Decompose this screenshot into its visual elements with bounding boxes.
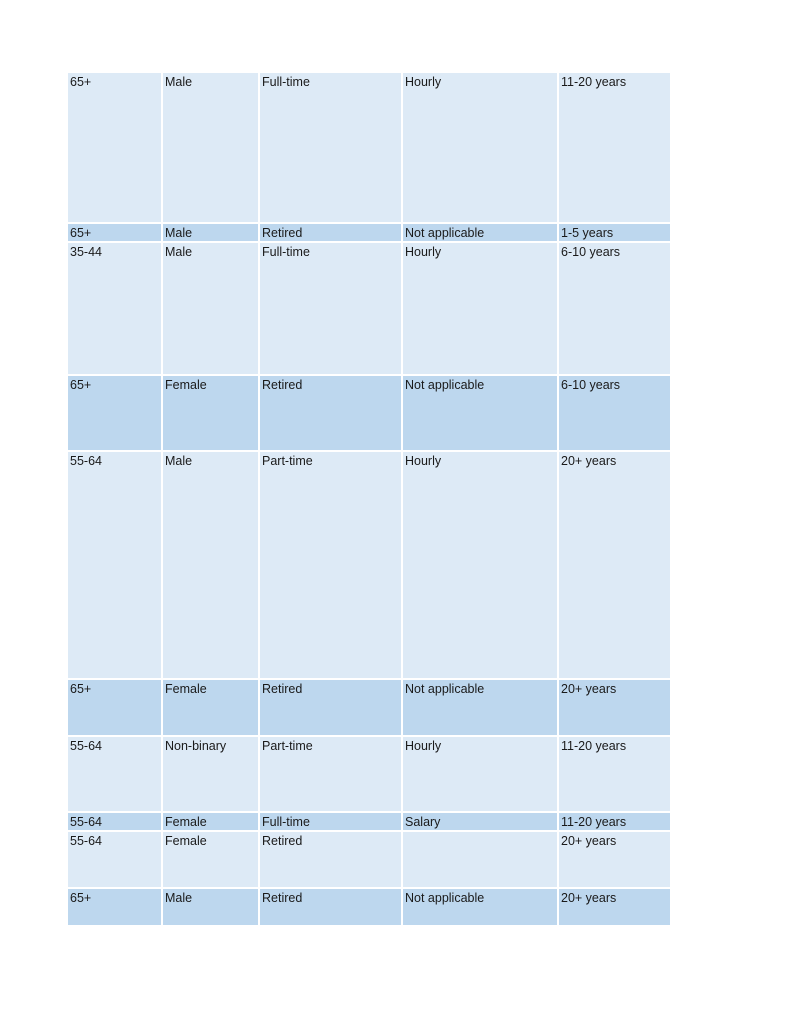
table-row (67, 223, 671, 242)
tenure-cell: 20+ years (558, 679, 671, 736)
age-cell: 55-64 (67, 736, 162, 812)
table-row (67, 375, 671, 451)
employment-status-cell: Full-time (259, 812, 402, 831)
gender-cell: Female (162, 831, 259, 888)
pay-type-cell: Not applicable (402, 679, 558, 736)
tenure-cell: 11-20 years (558, 812, 671, 831)
employment-status-cell: Full-time (259, 242, 402, 375)
table-row (67, 451, 671, 679)
age-cell: 65+ (67, 223, 162, 242)
tenure-cell: 6-10 years (558, 242, 671, 375)
employment-status-cell: Part-time (259, 451, 402, 679)
employment-status-cell: Retired (259, 375, 402, 451)
age-cell: 65+ (67, 72, 162, 223)
pay-type-cell: Not applicable (402, 888, 558, 926)
table-row (67, 679, 671, 736)
pay-type-cell: Hourly (402, 736, 558, 812)
tenure-cell: 11-20 years (558, 736, 671, 812)
age-cell: 55-64 (67, 831, 162, 888)
table-row (67, 812, 671, 831)
gender-cell: Male (162, 888, 259, 926)
age-cell: 55-64 (67, 451, 162, 679)
tenure-cell: 1-5 years (558, 223, 671, 242)
tenure-cell: 20+ years (558, 451, 671, 679)
employment-status-cell: Part-time (259, 736, 402, 812)
pay-type-cell: Not applicable (402, 375, 558, 451)
table-row (67, 736, 671, 812)
employment-status-cell: Retired (259, 888, 402, 926)
pay-type-cell: Not applicable (402, 223, 558, 242)
gender-cell: Male (162, 223, 259, 242)
gender-cell: Male (162, 72, 259, 223)
tenure-cell: 20+ years (558, 888, 671, 926)
pay-type-cell: Hourly (402, 72, 558, 223)
tenure-cell: 11-20 years (558, 72, 671, 223)
table-row (67, 242, 671, 375)
gender-cell: Non-binary (162, 736, 259, 812)
pay-type-cell: Hourly (402, 242, 558, 375)
gender-cell: Female (162, 679, 259, 736)
gender-cell: Male (162, 451, 259, 679)
data-table (66, 71, 672, 927)
table-row (67, 831, 671, 888)
gender-cell: Male (162, 242, 259, 375)
age-cell: 65+ (67, 888, 162, 926)
age-cell: 65+ (67, 375, 162, 451)
employment-status-cell: Retired (259, 679, 402, 736)
age-cell: 35-44 (67, 242, 162, 375)
employment-status-cell: Retired (259, 223, 402, 242)
age-cell: 65+ (67, 679, 162, 736)
table-row (67, 72, 671, 223)
pay-type-cell (402, 831, 558, 888)
employment-status-cell: Full-time (259, 72, 402, 223)
table-row (67, 888, 671, 926)
pay-type-cell: Salary (402, 812, 558, 831)
employment-status-cell: Retired (259, 831, 402, 888)
pay-type-cell: Hourly (402, 451, 558, 679)
tenure-cell: 6-10 years (558, 375, 671, 451)
gender-cell: Female (162, 375, 259, 451)
tenure-cell: 20+ years (558, 831, 671, 888)
age-cell: 55-64 (67, 812, 162, 831)
gender-cell: Female (162, 812, 259, 831)
